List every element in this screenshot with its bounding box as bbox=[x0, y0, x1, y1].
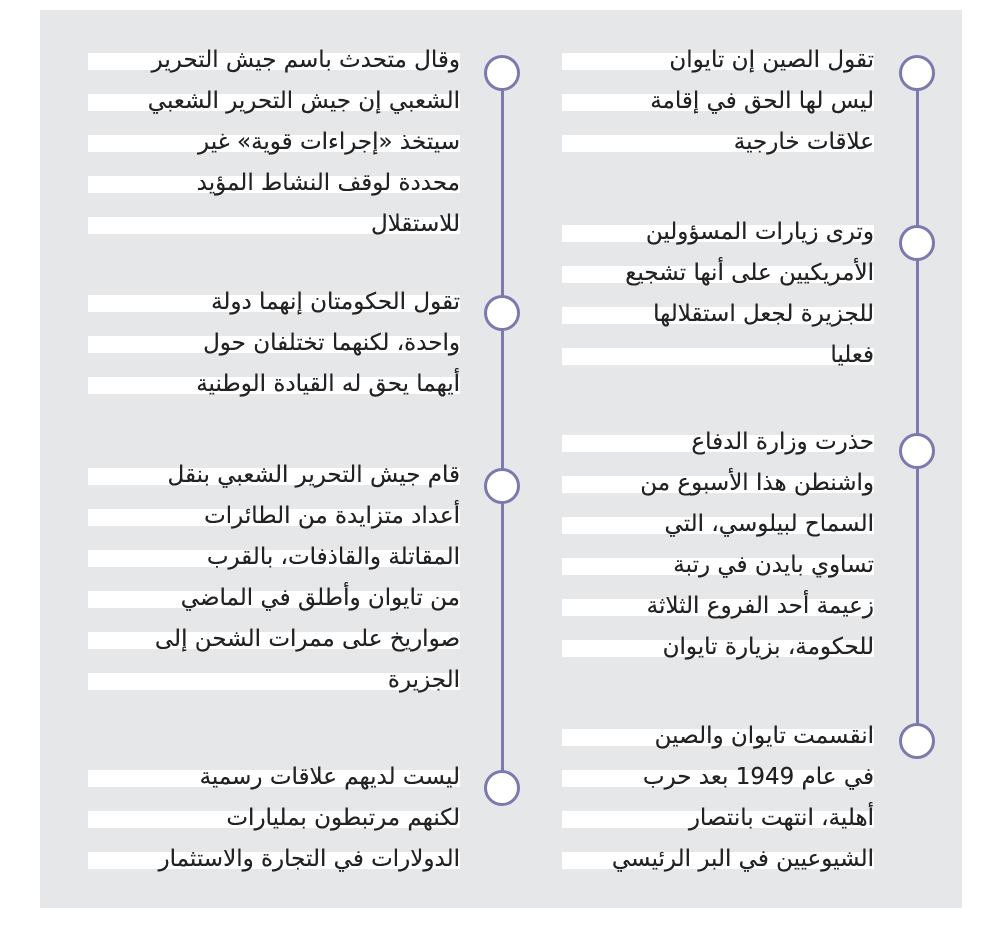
entry-line bbox=[88, 798, 460, 839]
left-entry-2 bbox=[88, 282, 460, 405]
entry-text: من تايوان وأطلق في الماضي bbox=[180, 585, 460, 611]
entry-text: زعيمة أحد الفروع الثلاثة bbox=[646, 593, 874, 619]
entry-text: للجزيرة لجعل استقلالها bbox=[653, 301, 874, 327]
entry-text: الدولارات في التجارة والاستثمار bbox=[158, 846, 460, 872]
entry-text: لكنهم مرتبطون بمليارات bbox=[226, 805, 460, 831]
entry-text: تقول الحكومتان إنهما دولة bbox=[211, 289, 460, 315]
entry-text: واشنطن هذا الأسبوع من bbox=[640, 470, 874, 496]
timeline-panel bbox=[40, 10, 962, 908]
entry-text: قام جيش التحرير الشعبي بنقل bbox=[167, 462, 460, 488]
entry-text: في عام 1949 بعد حرب bbox=[642, 764, 874, 790]
entry-text: المقاتلة والقاذفات، بالقرب bbox=[206, 544, 460, 570]
entry-text: وترى زيارات المسؤولين bbox=[645, 219, 874, 245]
entry-text: الجزيرة bbox=[387, 667, 460, 693]
entry-line bbox=[88, 163, 460, 204]
entry-text: فعليا bbox=[830, 342, 874, 368]
entry-line bbox=[88, 839, 460, 880]
entry-line bbox=[88, 578, 460, 619]
entry-line bbox=[88, 204, 460, 245]
entry-text: للاستقلال bbox=[370, 211, 460, 237]
entry-text: الأمريكيين على أنها تشجيع bbox=[625, 260, 874, 286]
entry-text: تقول الصين إن تايوان bbox=[669, 47, 874, 73]
entry-text: تساوي بايدن في رتبة bbox=[673, 552, 874, 578]
left-node-4 bbox=[484, 770, 520, 806]
entry-text: سيتخذ «إجراءات قوية» غير bbox=[198, 129, 460, 155]
left-node-1 bbox=[484, 55, 520, 91]
entry-line bbox=[88, 323, 460, 364]
left-entry-4 bbox=[88, 757, 460, 880]
entry-text: وقال متحدث باسم جيش التحرير bbox=[151, 47, 460, 73]
entry-text: الشيوعيين في البر الرئيسي bbox=[611, 846, 874, 872]
entry-text: للحكومة، بزيارة تايوان bbox=[662, 634, 874, 660]
entry-line bbox=[88, 660, 460, 701]
left-node-2 bbox=[484, 295, 520, 331]
entry-text: انقسمت تايوان والصين bbox=[654, 723, 874, 749]
entry-line bbox=[88, 40, 460, 81]
entry-text: واحدة، لكنهما تختلفان حول bbox=[203, 330, 460, 356]
entry-line bbox=[88, 282, 460, 323]
left-entry-3 bbox=[88, 455, 460, 701]
entry-text: أهلية، انتهت بانتصار bbox=[688, 805, 874, 831]
entry-line bbox=[88, 496, 460, 537]
entry-line bbox=[88, 364, 460, 405]
entry-text: السماح لبيلوسي، التي bbox=[664, 511, 874, 537]
entry-line bbox=[88, 81, 460, 122]
left-timeline-line bbox=[501, 72, 504, 788]
entry-line bbox=[88, 537, 460, 578]
entry-text: علاقات خارجية bbox=[733, 129, 874, 155]
entry-text: ليس لها الحق في إقامة bbox=[650, 88, 874, 114]
left-timeline bbox=[40, 10, 962, 908]
entry-line bbox=[88, 122, 460, 163]
entry-line bbox=[88, 619, 460, 660]
entry-text: أعداد متزايدة من الطائرات bbox=[204, 503, 460, 529]
entry-text: أيهما يحق له القيادة الوطنية bbox=[196, 371, 460, 397]
left-node-3 bbox=[484, 468, 520, 504]
left-entry-1 bbox=[88, 40, 460, 245]
entry-text: صواريخ على ممرات الشحن إلى bbox=[154, 626, 460, 652]
entry-line bbox=[88, 455, 460, 496]
entry-text: حذرت وزارة الدفاع bbox=[691, 429, 874, 455]
entry-line bbox=[88, 757, 460, 798]
entry-text: الشعبي إن جيش التحرير الشعبي bbox=[147, 88, 460, 114]
entry-text: ليست لديهم علاقات رسمية bbox=[199, 764, 460, 790]
entry-text: محددة لوقف النشاط المؤيد bbox=[196, 170, 460, 196]
